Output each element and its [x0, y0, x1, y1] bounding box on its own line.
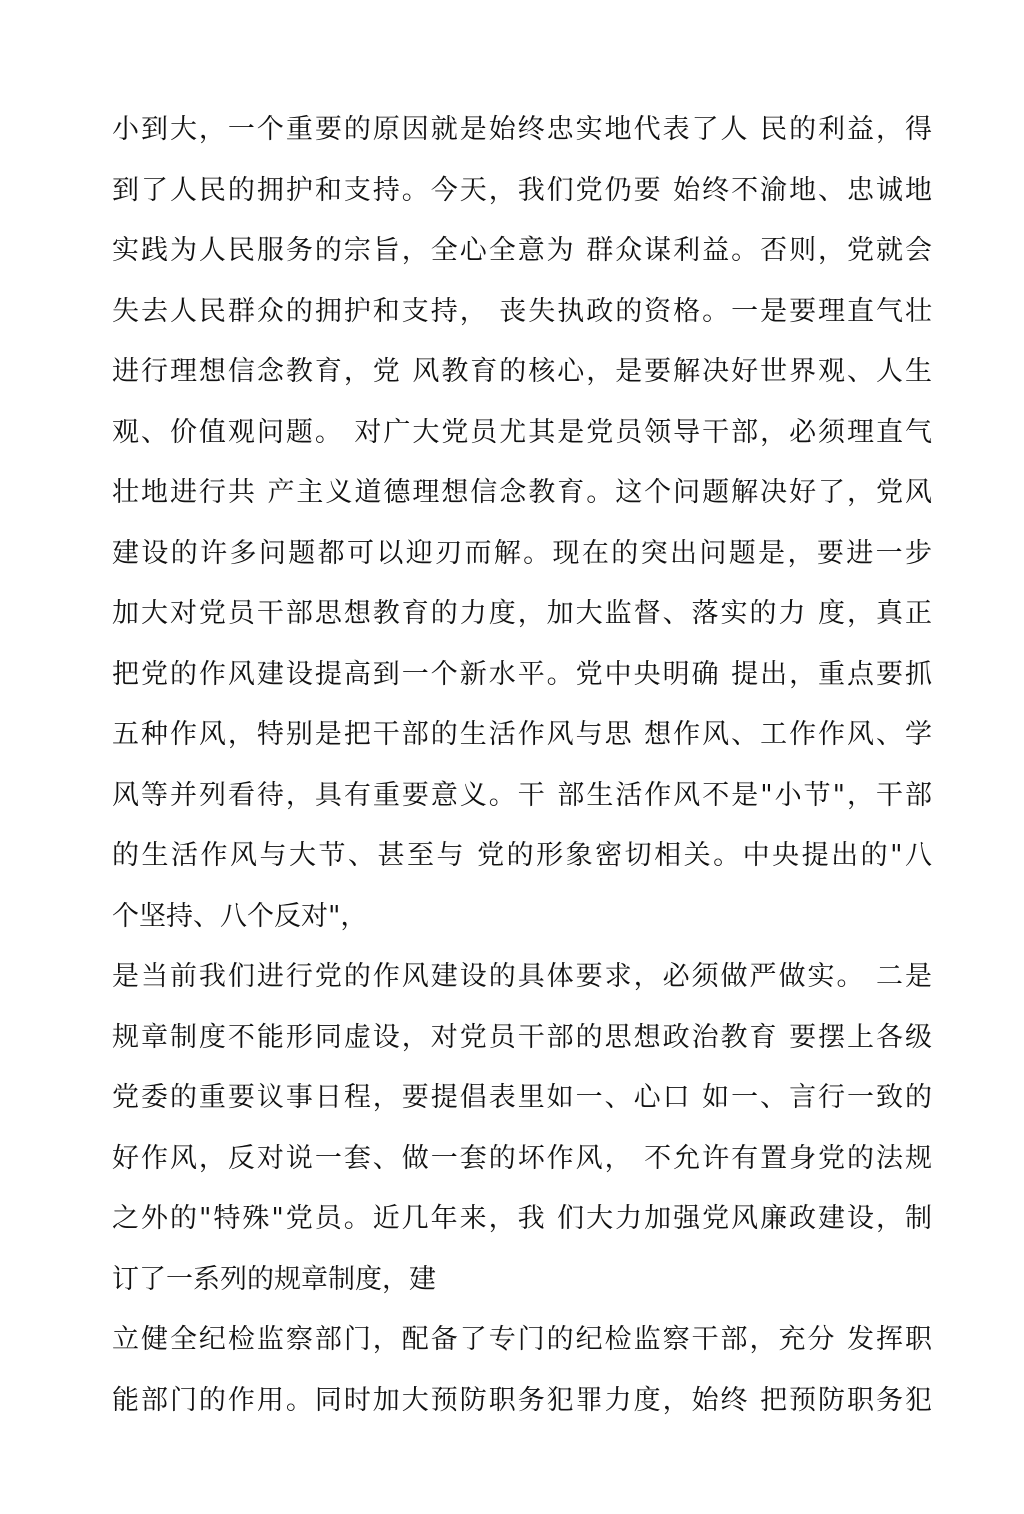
text-line: 进行理想信念教育，党 风教育的核心，是要解决好世界观、人生	[112, 356, 932, 387]
text-line: 壮地进行共 产主义道德理想信念教育。这个问题解决好了，党风	[112, 477, 932, 508]
text-line: 风等并列看待，具有重要意义。干 部生活作风不是"小节"，干部	[112, 779, 932, 811]
text-line: 五种作风，特别是把干部的生活作风与思 想作风、工作作风、学	[112, 719, 932, 750]
text-line: 把党的作风建设提高到一个新水平。党中央明确 提出，重点要抓	[112, 658, 932, 690]
text-line: 建设的许多问题都可以迎刃而解。现在的突出问题是，要进一步	[112, 537, 932, 569]
document-body	[112, 100, 932, 1431]
text-line: 之外的"特殊"党员。近几年来，我 们大力加强党风廉政建设，制	[112, 1203, 932, 1234]
text-line: 到了人民的拥护和支持。今天，我们党仍要 始终不渝地、忠诚地	[112, 174, 932, 206]
text-line: 规章制度不能形同虚设，对党员干部的思想政治教育 要摆上各级	[112, 1021, 932, 1053]
text-line: 党委的重要议事日程，要提倡表里如一、心口 如一、言行一致的	[112, 1082, 932, 1113]
text-line: 失去人民群众的拥护和支持， 丧失执政的资格。一是要理直气壮	[112, 295, 932, 327]
text-line: 的生活作风与大节、甚至与 党的形象密切相关。中央提出的"八	[112, 840, 932, 871]
text-line: 小到大，一个重要的原因就是始终忠实地代表了人 民的利益，得	[112, 114, 932, 145]
text-line: 观、价值观问题。 对广大党员尤其是党员领导干部，必须理直气	[112, 416, 932, 448]
text-line: 好作风，反对说一套、做一套的坏作风， 不允许有置身党的法规	[112, 1142, 932, 1174]
text-line: 加大对党员干部思想教育的力度，加大监督、落实的力 度，真正	[112, 598, 932, 629]
text-line: 是当前我们进行党的作风建设的具体要求，必须做严做实。 二是	[112, 961, 932, 992]
text-line: 实践为人民服务的宗旨，全心全意为 群众谋利益。否则，党就会	[112, 235, 932, 266]
text-line: 订了一系列的规章制度，建	[112, 1263, 436, 1295]
text-line: 能部门的作用。同时加大预防职务犯罪力度，始终 把预防职务犯	[112, 1384, 932, 1416]
text-line: 立健全纪检监察部门，配备了专门的纪检监察干部，充分 发挥职	[112, 1324, 932, 1355]
text-line: 个坚持、八个反对"，	[112, 900, 368, 932]
